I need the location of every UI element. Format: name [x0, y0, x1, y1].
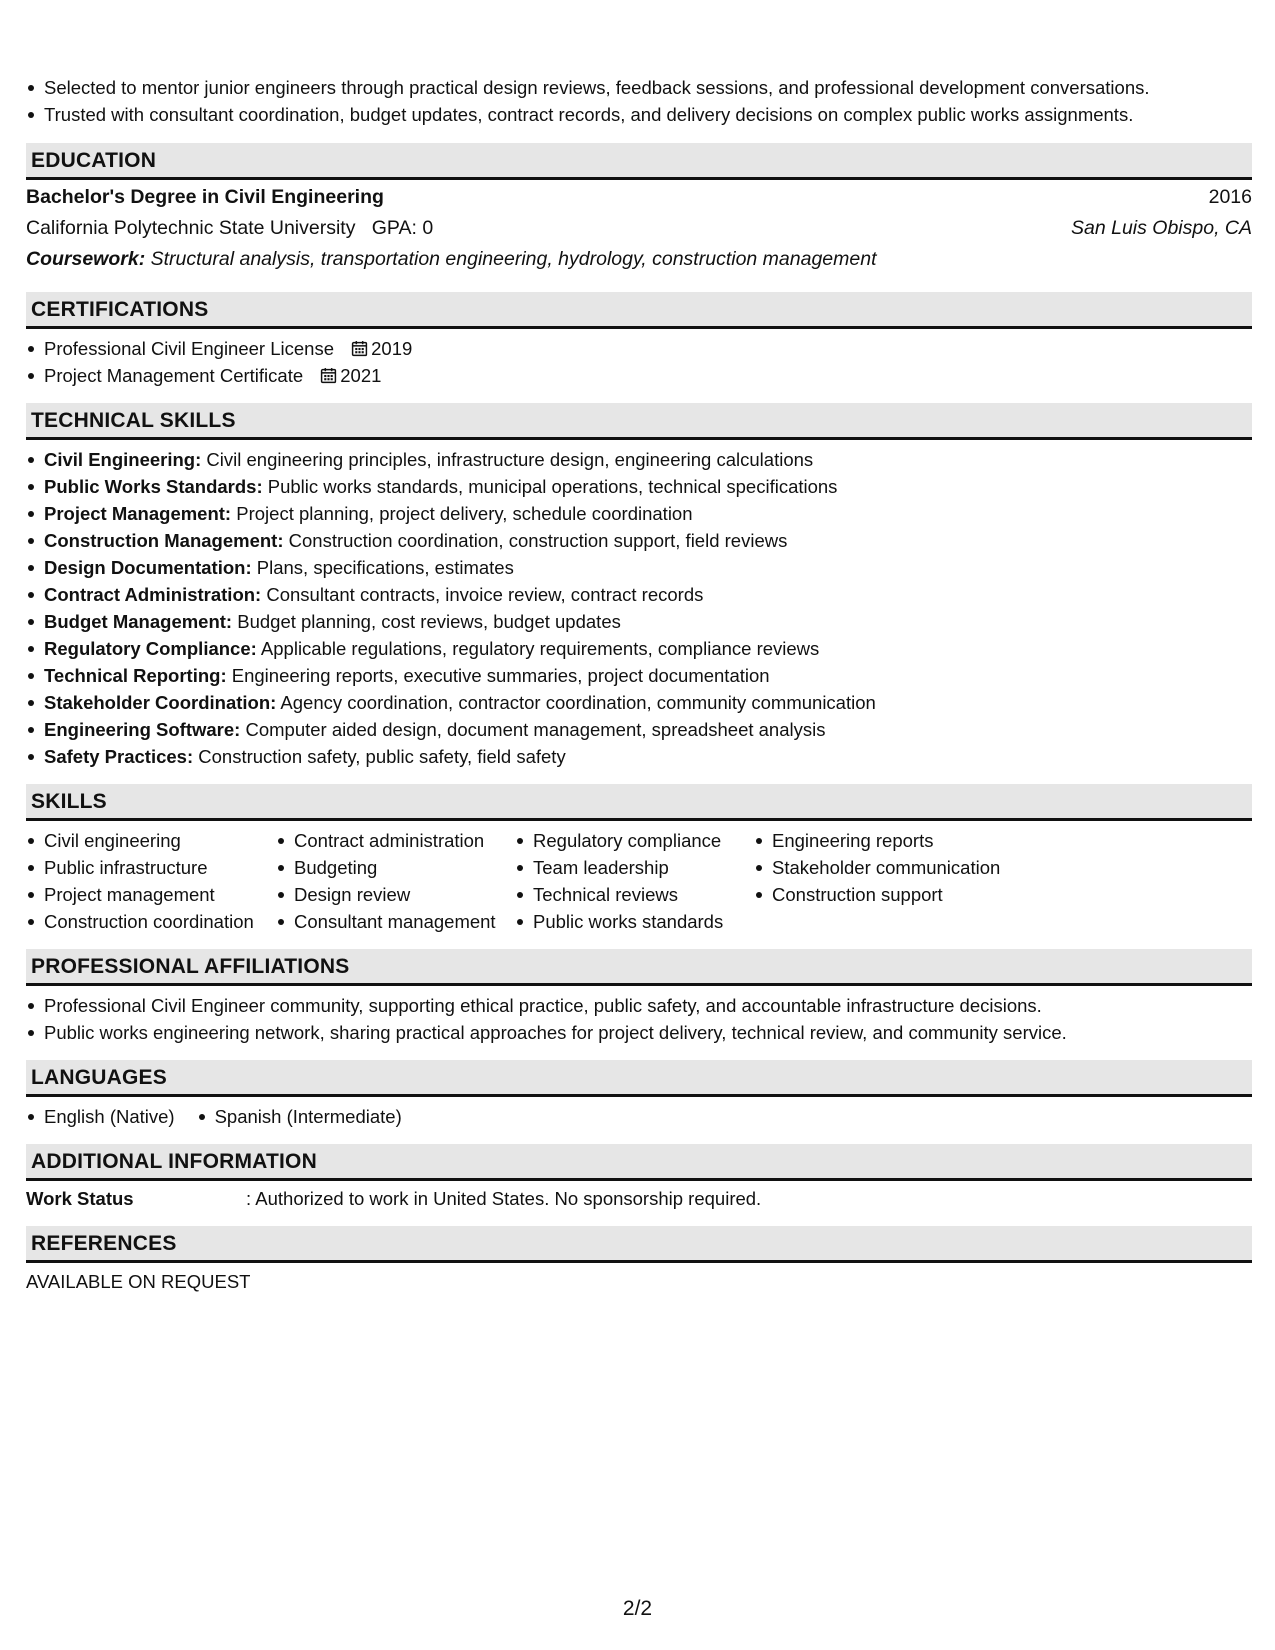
technical-skill-text: Construction safety, public safety, field safety	[198, 746, 566, 767]
affiliations-header: PROFESSIONAL AFFILIATIONS	[26, 949, 1252, 986]
coursework-label: Coursework:	[26, 248, 146, 270]
graduation-year: 2016	[1208, 186, 1252, 208]
technical-skill-label: Stakeholder Coordination:	[44, 692, 277, 713]
work-status-row	[26, 1185, 1252, 1212]
technical-skill-label: Contract Administration:	[44, 584, 262, 605]
skill-item: Stakeholder communication	[754, 854, 1054, 881]
technical-skill-text: Engineering reports, executive summaries, project documentation	[231, 665, 770, 686]
additional-info-header: ADDITIONAL INFORMATION	[26, 1144, 1252, 1181]
skill-item: Consultant management	[276, 908, 515, 935]
skill-item: Contract administration	[276, 827, 515, 854]
technical-skill-label: Regulatory Compliance:	[44, 638, 257, 659]
certification-year: 2019	[371, 338, 413, 359]
technical-skill-item	[26, 527, 1252, 554]
certification-name: Professional Civil Engineer License	[44, 338, 334, 359]
skill-item: Design review	[276, 881, 515, 908]
technical-skill-label: Technical Reporting:	[44, 665, 227, 686]
technical-skill-text: Agency coordination, contractor coordination, community communication	[280, 692, 876, 713]
technical-skills-list	[26, 446, 1252, 770]
technical-skill-item	[26, 689, 1252, 716]
skill-item: Public infrastructure	[26, 854, 276, 881]
coursework-line	[26, 244, 1252, 275]
certifications-header: CERTIFICATIONS	[26, 292, 1252, 329]
affiliations-list	[26, 992, 1252, 1046]
technical-skill-text: Civil engineering principles, infrastructure design, engineering calculations	[206, 449, 814, 470]
skill-item: Public works standards	[515, 908, 754, 935]
resume-content	[26, 0, 1252, 1295]
technical-skill-item	[26, 581, 1252, 608]
technical-skill-label: Engineering Software:	[44, 719, 241, 740]
gpa: GPA: 0	[371, 217, 434, 239]
work-status-value: : Authorized to work in United States. No sponsorship required.	[246, 1188, 762, 1209]
technical-skill-text: Applicable regulations, regulatory requirements, compliance reviews	[260, 638, 820, 659]
technical-skill-label: Project Management:	[44, 503, 232, 524]
technical-skill-label: Public Works Standards:	[44, 476, 263, 497]
references-header: REFERENCES	[26, 1226, 1252, 1263]
technical-skill-item	[26, 635, 1252, 662]
school-name: California Polytechnic State University	[26, 217, 356, 239]
skill-item: Engineering reports	[754, 827, 1054, 854]
certification-item	[26, 335, 1252, 362]
technical-skill-label: Budget Management:	[44, 611, 233, 632]
skills-column	[26, 827, 276, 935]
languages-list	[26, 1103, 1252, 1130]
education-entry	[26, 182, 1252, 275]
degree-title: Bachelor's Degree in Civil Engineering	[26, 186, 384, 208]
work-status-label: Work Status	[26, 1188, 134, 1209]
certification-name: Project Management Certificate	[44, 365, 304, 386]
technical-skill-label: Construction Management:	[44, 530, 284, 551]
certification-year: 2021	[340, 365, 382, 386]
technical-skill-item	[26, 743, 1252, 770]
experience-bullet: Trusted with consultant coordination, budget updates, contract records, and delivery decisions on complex public works assignments.	[26, 101, 1252, 128]
skills-column	[276, 827, 515, 935]
affiliation-item: Professional Civil Engineer community, supporting ethical practice, public safety, and accountable infrastructure decisions.	[26, 992, 1252, 1019]
references-text: AVAILABLE ON REQUEST	[26, 1271, 251, 1292]
experience-bullets	[26, 74, 1252, 128]
coursework-text: Structural analysis, transportation engineering, hydrology, construction management	[150, 248, 877, 270]
language-item: English (Native)	[26, 1103, 175, 1130]
technical-skill-text: Project planning, project delivery, schedule coordination	[236, 503, 693, 524]
skill-item: Civil engineering	[26, 827, 276, 854]
skill-item: Project management	[26, 881, 276, 908]
technical-skill-item	[26, 662, 1252, 689]
technical-skill-item	[26, 446, 1252, 473]
education-header: EDUCATION	[26, 143, 1252, 180]
skill-item: Budgeting	[276, 854, 515, 881]
experience-bullet: Selected to mentor junior engineers through practical design reviews, feedback sessions, and professional development conversations.	[26, 74, 1252, 101]
calendar-icon	[351, 340, 368, 357]
skills-column	[515, 827, 754, 935]
certifications-list	[26, 335, 1252, 389]
calendar-icon	[320, 367, 337, 384]
technical-skill-label: Civil Engineering:	[44, 449, 202, 470]
technical-skill-item	[26, 500, 1252, 527]
skill-item: Technical reviews	[515, 881, 754, 908]
skills-header: SKILLS	[26, 784, 1252, 821]
technical-skill-text: Public works standards, municipal operations, technical specifications	[267, 476, 838, 497]
skills-column	[754, 827, 1054, 935]
certification-item	[26, 362, 1252, 389]
technical-skill-label: Safety Practices:	[44, 746, 194, 767]
languages-header: LANGUAGES	[26, 1060, 1252, 1097]
technical-skill-label: Design Documentation:	[44, 557, 252, 578]
skill-item: Construction coordination	[26, 908, 276, 935]
school-location: San Luis Obispo, CA	[1070, 217, 1252, 239]
technical-skill-item	[26, 716, 1252, 743]
technical-skill-item	[26, 608, 1252, 635]
language-item: Spanish (Intermediate)	[197, 1103, 402, 1130]
technical-skills-header: TECHNICAL SKILLS	[26, 403, 1252, 440]
skills-grid	[26, 827, 1252, 935]
technical-skill-item	[26, 473, 1252, 500]
skill-item: Regulatory compliance	[515, 827, 754, 854]
technical-skill-text: Plans, specifications, estimates	[256, 557, 514, 578]
skill-item: Team leadership	[515, 854, 754, 881]
page-number: 2/2	[622, 1597, 653, 1620]
school-line	[26, 213, 433, 244]
technical-skill-text: Computer aided design, document management, spreadsheet analysis	[245, 719, 826, 740]
technical-skill-text: Construction coordination, construction support, field reviews	[288, 530, 788, 551]
skill-item: Construction support	[754, 881, 1054, 908]
affiliation-item: Public works engineering network, sharing practical approaches for project delivery, technical review, and community service.	[26, 1019, 1252, 1046]
technical-skill-text: Consultant contracts, invoice review, contract records	[266, 584, 704, 605]
technical-skill-text: Budget planning, cost reviews, budget updates	[237, 611, 621, 632]
technical-skill-item	[26, 554, 1252, 581]
